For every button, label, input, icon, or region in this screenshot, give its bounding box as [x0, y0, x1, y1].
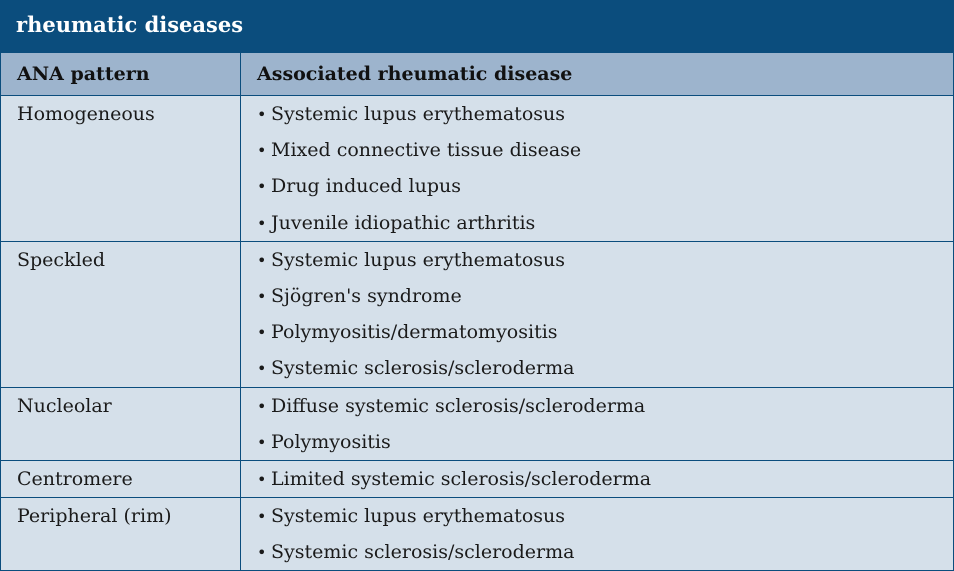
bullet-icon: • — [257, 213, 267, 233]
bullet-icon: • — [257, 323, 267, 343]
disease-name: Systemic lupus erythematosus — [271, 505, 565, 528]
disease-list-cell — [241, 96, 954, 242]
column-header-pattern: ANA pattern — [1, 53, 241, 96]
bullet-icon: • — [257, 469, 267, 489]
bullet-icon: • — [257, 250, 267, 270]
table-header-row — [1, 53, 954, 96]
disease-list-cell — [241, 387, 954, 460]
bullet-icon: • — [257, 177, 267, 197]
list-item — [241, 278, 953, 314]
column-header-disease: Associated rheumatic disease — [241, 53, 954, 96]
ana-pattern-cell: Centromere — [1, 460, 241, 497]
disease-name: Systemic lupus erythematosus — [271, 248, 565, 271]
disease-list-cell — [241, 498, 954, 571]
table-title: rheumatic diseases — [16, 12, 244, 37]
disease-name: Mixed connective tissue disease — [271, 139, 582, 162]
disease-name: Drug induced lupus — [271, 175, 462, 198]
bullet-icon: • — [257, 286, 267, 306]
ana-pattern-cell: Speckled — [1, 241, 241, 387]
list-item — [241, 350, 953, 386]
bullet-icon: • — [257, 543, 267, 563]
disease-name: Systemic sclerosis/scleroderma — [271, 357, 575, 380]
ana-pattern-cell: Peripheral (rim) — [1, 498, 241, 571]
list-item — [241, 534, 953, 570]
list-item — [241, 424, 953, 460]
disease-name: Polymyositis — [271, 430, 391, 453]
disease-name: Juvenile idiopathic arthritis — [271, 211, 536, 234]
list-item — [241, 205, 953, 241]
table-row — [1, 96, 954, 242]
list-item — [241, 461, 953, 497]
disease-name: Limited systemic sclerosis/scleroderma — [271, 467, 652, 490]
bullet-icon: • — [257, 359, 267, 379]
disease-name: Diffuse systemic sclerosis/scleroderma — [271, 394, 646, 417]
list-item — [241, 168, 953, 204]
table-row — [1, 460, 954, 497]
list-item — [241, 314, 953, 350]
table-row — [1, 241, 954, 387]
bullet-icon: • — [257, 507, 267, 527]
table-row — [1, 498, 954, 571]
table-title-bar — [0, 0, 954, 52]
ana-pattern-cell: Nucleolar — [1, 387, 241, 460]
list-item — [241, 96, 953, 132]
disease-list-cell — [241, 460, 954, 497]
disease-name: Polymyositis/dermatomyositis — [271, 321, 558, 344]
bullet-icon: • — [257, 141, 267, 161]
disease-name: Systemic sclerosis/scleroderma — [271, 541, 575, 564]
ana-pattern-table — [0, 52, 954, 571]
list-item — [241, 242, 953, 278]
bullet-icon: • — [257, 396, 267, 416]
ana-pattern-cell: Homogeneous — [1, 96, 241, 242]
bullet-icon: • — [257, 105, 267, 124]
table-body — [1, 96, 954, 571]
bullet-icon: • — [257, 432, 267, 452]
table-row — [1, 387, 954, 460]
disease-list-cell — [241, 241, 954, 387]
list-item — [241, 498, 953, 534]
list-item — [241, 388, 953, 424]
disease-name: Sjögren's syndrome — [271, 284, 462, 307]
list-item — [241, 132, 953, 168]
disease-name: Systemic lupus erythematosus — [271, 103, 565, 125]
